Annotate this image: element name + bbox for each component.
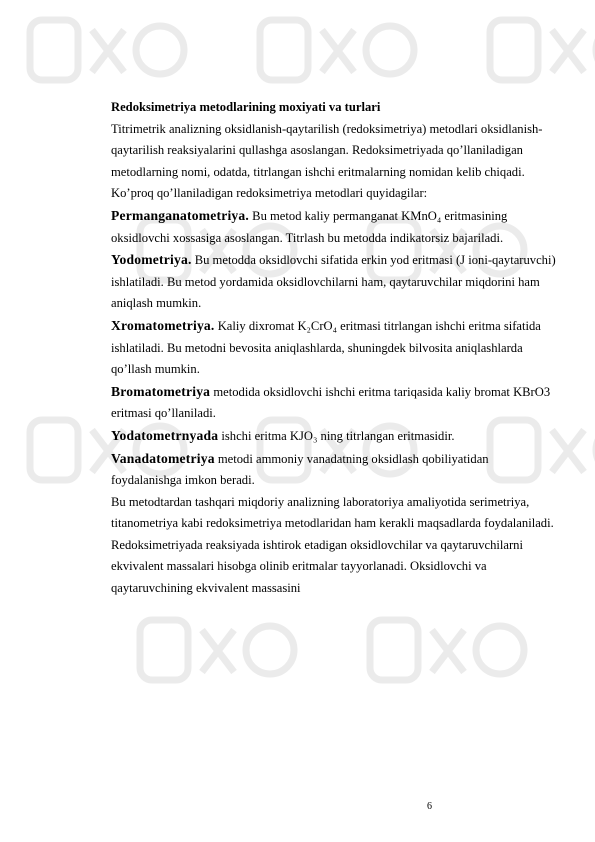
method-xromatometriya (111, 315, 561, 381)
method-text: Bu metod kaliy permanganat KMnO₄ eritmasining oksidlovchi xossasiga asoslangan. Titrlash bu metodda indikatorsiz bajariladi. (111, 208, 508, 245)
method-term: Xromatometriya. (111, 317, 215, 333)
method-text: metodida oksidlovchi ishchi eritma tariqasida kaliy bromat KBrO3 eritmasi qo’llaniladi. (111, 384, 551, 421)
method-bromatometriya (111, 381, 561, 425)
method-term: Yodometriya. (111, 252, 192, 268)
method-text: Bu metodda oksidlovchi sifatida erkin yod eritmasi (J ioni-qaytaruvchi) ishlatiladi. Bu metod yordamida oksidlovchilarni ham, qaytaruvchilar miqdorini ham aniqlash mumkin. (111, 253, 556, 311)
document-body (111, 97, 561, 600)
intro-paragraph: Titrimetrik analizning oksidlanish-qaytarilish (redoksimetriya) metodlari oksidlanish-qaytarilish reaksiyalarini qullashga asoslangan. Redoksimetriyada qo’llaniladigan metodlarning nomi, odatda, titrlangan ishchi eritmalarning nomidan kelib chiqadi. Ko’proq qo’llaniladigan redoksimetriya metodlari quyidagilar: (111, 121, 543, 201)
method-term: Vanadatometriya (111, 450, 215, 466)
method-text: ishchi eritma KJO₃ ning titrlangan eritmasidir. (218, 428, 455, 443)
section-title: Redoksimetriya metodlarining moxiyati va turlari (111, 100, 381, 114)
method-yodatometriya (111, 425, 561, 448)
method-permanganatometriya (111, 205, 561, 249)
closing-paragraph-2: Redoksimetriyada reaksiyada ishtirok etadigan oksidlovchilar va qaytaruvchilarni ekvivalent massalari hisobga olinib eritmalar tayyorlanadi. Oksidlovchi va qaytaruvchining ekvivalent massasini (111, 537, 523, 596)
method-text: metodi ammoniy vanadatning oksidlash qobiliyatidan foydalanishga imkon beradi. (111, 451, 489, 488)
method-term: Yodatometrnyada (111, 427, 219, 443)
closing-paragraph-1: Bu metodtardan tashqari miqdoriy analizning laboratoriya amaliyotida serimetriya, titanometriya kabi redoksimetriya metodlaridan ham kerakli maqsadlarda foydalaniladi. (111, 494, 554, 531)
page-number: 6 (427, 801, 432, 812)
method-vanadatometriya (111, 448, 561, 492)
method-term: Bromatometriya (111, 383, 211, 399)
method-yodometriya (111, 249, 561, 315)
method-term: Permanganatometriya. (111, 207, 250, 223)
method-text: Kaliy dixromat K₂CrO₄ eritmasi titrlangan ishchi eritma sifatida ishlatiladi. Bu metodni bevosita aniqlashlarda, shuningdek bilvosita aniqlashlarda qo’llash mumkin. (111, 318, 541, 377)
